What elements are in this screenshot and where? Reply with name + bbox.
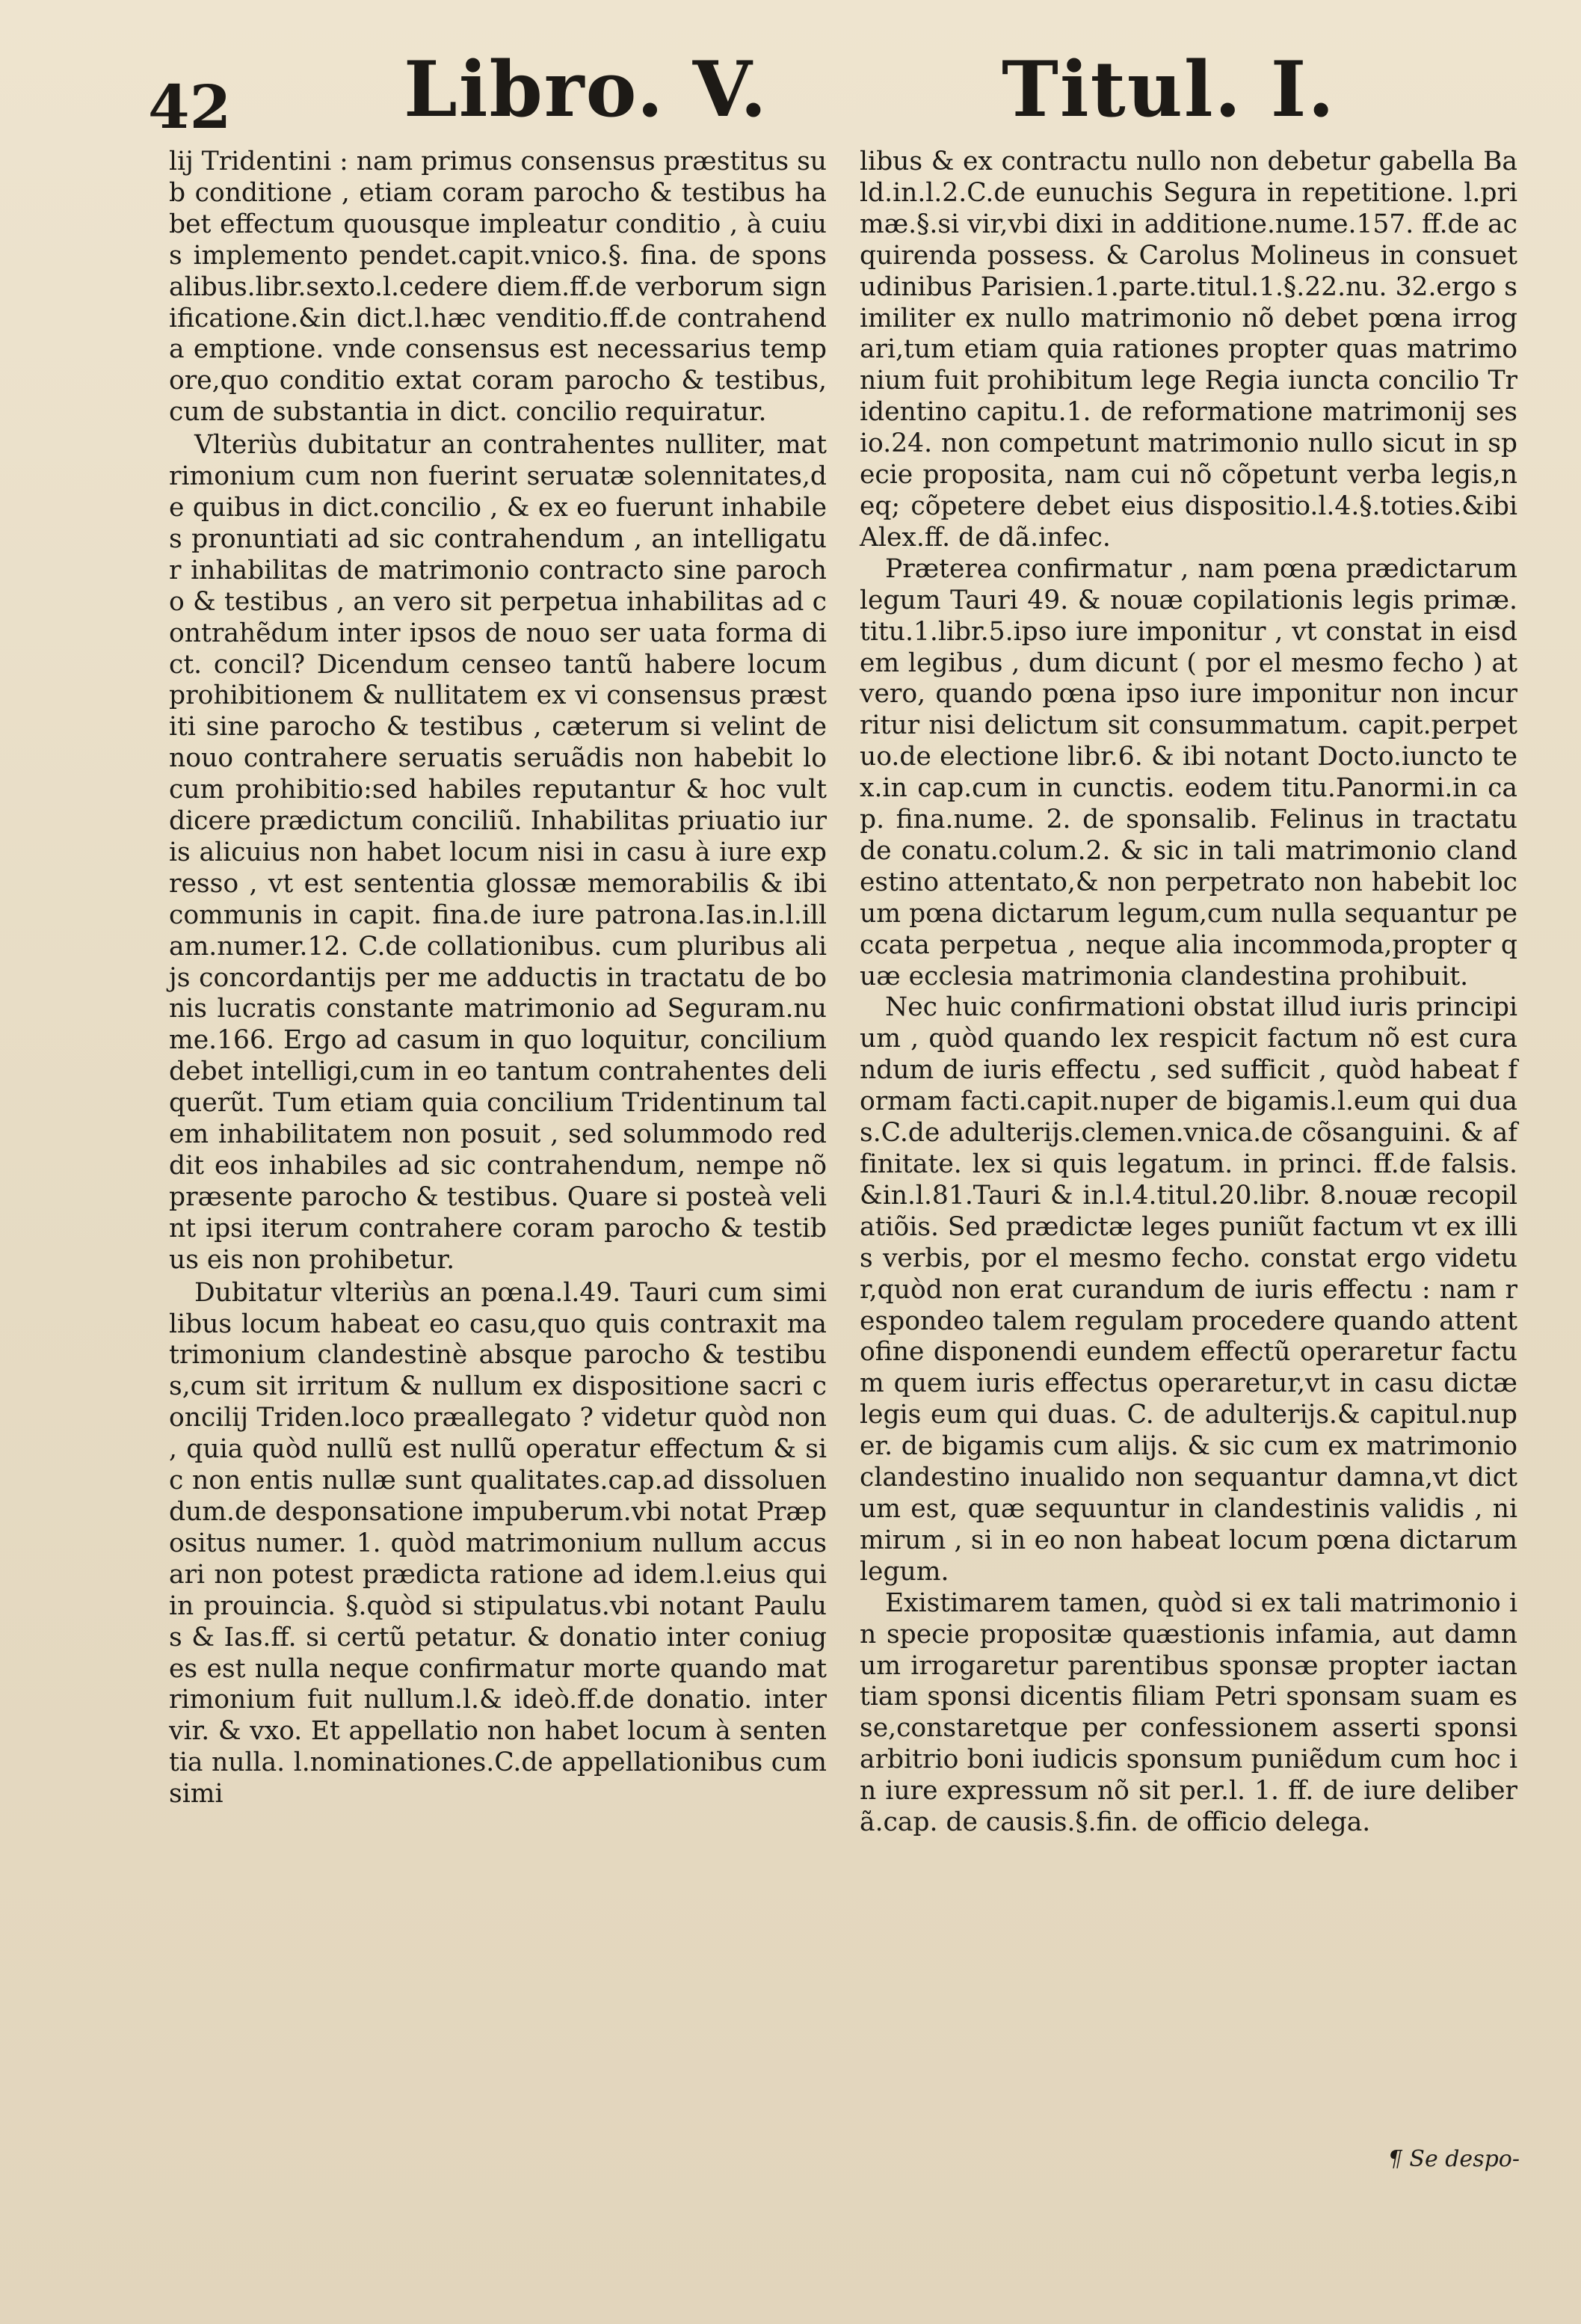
left-column: [169, 147, 827, 1810]
right-column: [860, 147, 1517, 1839]
paragraph: Præterea confirmatur , nam pœna prædictarum legum Tauri 49. & nouæ copilationis legis primæ.titu.1.libr.5.ipso iure imponitur , vt constat in eisdem legibus , dum dicunt ( por el mesmo fecho ) at vero, quando pœna ipso iure imponitur non incurritur nisi delictum sit consummatum. capit.perpetuo.de electione libr.6. & ibi notant Docto.iuncto tex.in cap.cum in cunctis. eodem titu.Panormi.in cap. fina.nume. 2. de sponsalib. Felinus in tractatu de conatu.colum.2. & sic in tali matrimonio clandestino attentato,& non perpetrato non habebit locum pœna dictarum legum,cum nulla sequantur peccata perpetua , neque alia incommoda,propter quæ ecclesia matrimonia clandestina prohibuit.: [860, 553, 1517, 992]
catchword: ¶ Se despo-: [1387, 2146, 1520, 2172]
running-head-book: Libro. V.: [404, 45, 768, 135]
running-head-title: Titul. I.: [1002, 45, 1336, 135]
paragraph: lij Tridentini : nam primus consensus præstitus sub conditione , etiam coram parocho & testibus habet effectum quousque impleatur conditio , à cuius implemento pendet.capit.vnico.§. fina. de sponsalibus.libr.sexto.l.cedere diem.ff.de verborum significatione.&in dict.l.hæc venditio.ff.de contrahenda emptione. vnde consensus est necessarius tempore,quo conditio extat coram parocho & testibus,cum de substantia in dict. concilio requiratur.: [169, 147, 827, 428]
paragraph: Dubitatur vlteriùs an pœna.l.49. Tauri cum similibus locum habeat eo casu,quo quis contraxit matrimonium clandestinè absque parocho & testibus,cum sit irritum & nullum ex dispositione sacri concilij Triden.loco præallegato ? videtur quòd non , quia quòd nullũ est nullũ operatur effectum & sic non entis nullæ sunt qualitates.cap.ad dissoluendum.de desponsatione impuberum.vbi notat Præpositus numer. 1. quòd matrimonium nullum accusari non potest prædicta ratione ad idem.l.eius qui in prouincia. §.quòd si stipulatus.vbi notant Paulus & Ias.ff. si certũ petatur. & donatio inter coniuges est nulla neque confirmatur morte quando matrimonium fuit nullum.l.& ideò.ff.de donatio. inter vir. & vxo. Et appellatio non habet locum à sententia nulla. l.nominationes.C.de appellationibus cum simi: [169, 1277, 827, 1810]
paragraph: Nec huic confirmationi obstat illud iuris principium , quòd quando lex respicit factum nõ est curandum de iuris effectu , sed sufficit , quòd habeat formam facti.capit.nuper de bigamis.l.eum qui duas.C.de adulterijs.clemen.vnica.de cõsanguini. & affinitate. lex si quis legatum. in princi. ff.de falsis.&in.l.81.Tauri & in.l.4.titul.20.libr. 8.nouæ recopilatiõis. Sed prædictæ leges puniũt factum vt ex illis verbis, por el mesmo fecho. constat ergo videtur,quòd non erat curandum de iuris effectu : nam respondeo talem regulam procedere quando attentofine disponendi eundem effectũ operaretur factum quem iuris effectus operaretur,vt in casu dictæ legis eum qui duas. C. de adulterijs.& capitul.nuper. de bigamis cum alijs. & sic cum ex matrimonio clandestino inualido non sequantur damna,vt dictum est, quæ sequuntur in clandestinis validis , nimirum , si in eo non habeat locum pœna dictarum legum.: [860, 992, 1517, 1587]
paragraph: Existimarem tamen, quòd si ex tali matrimonio in specie propositæ quæstionis infamia, aut damnum irrogaretur parentibus sponsæ propter iactantiam sponsi dicentis filiam Petri sponsam suam esse,constaretque per confessionem asserti sponsi arbitrio boni iudicis sponsum puniẽdum cum hoc in iure expressum nõ sit per.l. 1. ff. de iure deliberã.cap. de causis.§.fin. de officio delega.: [860, 1587, 1517, 1838]
paragraph: libus & ex contractu nullo non debetur gabella Bald.in.l.2.C.de eunuchis Segura in repetitione. l.primæ.§.si vir,vbi dixi in additione.nume.157. ff.de acquirenda possess. & Carolus Molineus in consuetudinibus Parisien.1.parte.titul.1.§.22.nu. 32.ergo similiter ex nullo matrimonio nõ debet pœna irrogari,tum etiam quia rationes propter quas matrimonium fuit prohibitum lege Regia iuncta concilio Tridentino capitu.1. de reformatione matrimonij sesio.24. non competunt matrimonio nullo sicut in specie proposita, nam cui nõ cõpetunt verba legis,neq; cõpetere debet eius dispositio.l.4.§.toties.&ibi Alex.ff. de dã.infec.: [860, 147, 1517, 553]
folio-number: 42: [148, 72, 232, 142]
paragraph: Vlteriùs dubitatur an contrahentes nulliter, matrimonium cum non fuerint seruatæ solennitates,de quibus in dict.concilio , & ex eo fuerunt inhabiles pronuntiati ad sic contrahendum , an intelligatur inhabilitas de matrimonio contracto sine parocho & testibus , an vero sit perpetua inhabilitas ad contrahẽdum inter ipsos de nouo ser uata forma dict. concil? Dicendum censeo tantũ habere locum prohibitionem & nullitatem ex vi consensus præstiti sine parocho & testibus , cæterum si velint de nouo contrahere seruatis seruãdis non habebit locum prohibitio:sed habiles reputantur & hoc vult dicere prædictum conciliũ. Inhabilitas priuatio iuris alicuius non habet locum nisi in casu à iure expresso , vt est sententia glossæ memorabilis & ibi communis in capit. fina.de iure patrona.Ias.in.l.illam.numer.12. C.de collationibus. cum pluribus alijs concordantijs per me adductis in tractatu de bonis lucratis constante matrimonio ad Seguram.nume.166. Ergo ad casum in quo loquitur, concilium debet intelligi,cum in eo tantum contrahentes deliquerũt. Tum etiam quia concilium Tridentinum talem inhabilitatem non posuit , sed solummodo reddit eos inhabiles ad sic contrahendum, nempe nõ præsente parocho & testibus. Quare si posteà velint ipsi iterum contrahere coram parocho & testibus eis non prohibetur.: [169, 430, 827, 1275]
page-header: [0, 45, 1581, 142]
